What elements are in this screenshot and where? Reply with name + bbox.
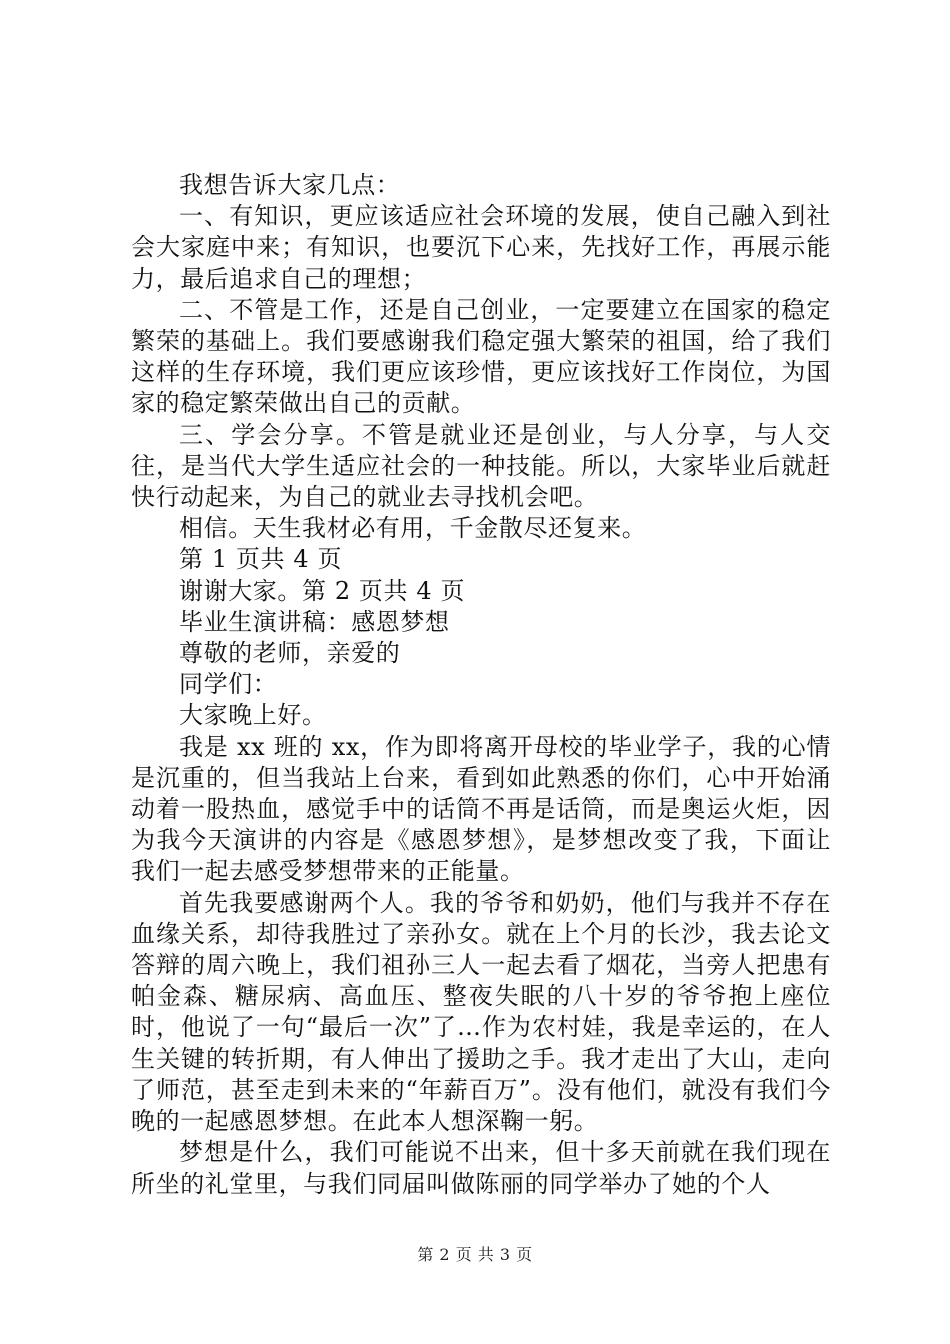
paragraph-self-intro: 我是 xx 班的 xx，作为即将离开母校的毕业学子，我的心情是沉重的，但当我站上台来，看到如此熟悉的你们，心中开始涌动着一股热血，感觉手中的话筒不再是话筒，而是奥运火炬，因为我今天演讲的内容是《感恩梦想》，是梦想改变了我，下面让我们一起去感受梦想带来的正能量。 xyxy=(131,732,831,886)
paragraph-point-one: 一、有知识，更应该适应社会环境的发展，使自己融入到社会大家庭中来；有知识，也要沉下心来，先找好工作，再展示能力，最后追求自己的理想； xyxy=(131,202,831,293)
paragraph-gratitude: 首先我要感谢两个人。我的爷爷和奶奶，他们与我并不存在血缘关系，却待我胜过了亲孙女。就在上个月的长沙，我去论文答辩的周六晚上，我们祖孙三人一起去看了烟花，当旁人把患有帕金森、糖尿病、高血压、整夜失眠的八十岁的爷爷抱上座位时，他说了一句“最后一次”了…作为农村娃，我是幸运的，在人生关键的转折期，有人伸出了援助之手。我才走出了大山，走向了师范，甚至走到未来的“年薪百万”。没有他们，就没有我们今晚的一起感恩梦想。在此本人想深鞠一躬。 xyxy=(131,888,831,1136)
paragraph-salutation-2: 同学们： xyxy=(179,670,278,699)
paragraph-greeting: 大家晚上好。 xyxy=(179,701,327,730)
paragraph-speech-title: 毕业生演讲稿：感恩梦想 xyxy=(179,607,450,636)
paragraph-thanks: 谢谢大家。第 2 页共 4 页 xyxy=(179,576,466,605)
paragraph-salutation: 尊敬的老师，亲爱的 xyxy=(179,639,401,668)
paragraph-point-three: 三、学会分享。不管是就业还是创业，与人分享，与人交往，是当代大学生适应社会的一种技能。所以，大家毕业后就赶快行动起来，为自己的就业去寻找机会吧。 xyxy=(131,420,831,512)
paragraph-intro: 我想告诉大家几点： xyxy=(179,171,401,199)
page-footer: 第 2 页 共 3 页 xyxy=(417,1245,533,1264)
paragraph-page-note-1: 第 1 页共 4 页 xyxy=(179,545,343,574)
paragraph-dream: 梦想是什么，我们可能说不出来，但十多天前就在我们现在所坐的礼堂里，与我们同届叫做陈丽的同学举办了她的个人 xyxy=(131,1138,831,1198)
paragraph-point-two: 二、不管是工作，还是自己创业，一定要建立在国家的稳定繁荣的基础上。我们要感谢我们稳定强大繁荣的祖国，给了我们这样的生存环境，我们更应该珍惜，更应该找好工作岗位，为国家的稳定繁荣做出自己的贡献。 xyxy=(131,295,831,418)
paragraph-believe: 相信。天生我材必有用，千金散尽还复来。 xyxy=(179,514,647,543)
document-body xyxy=(131,170,831,1200)
